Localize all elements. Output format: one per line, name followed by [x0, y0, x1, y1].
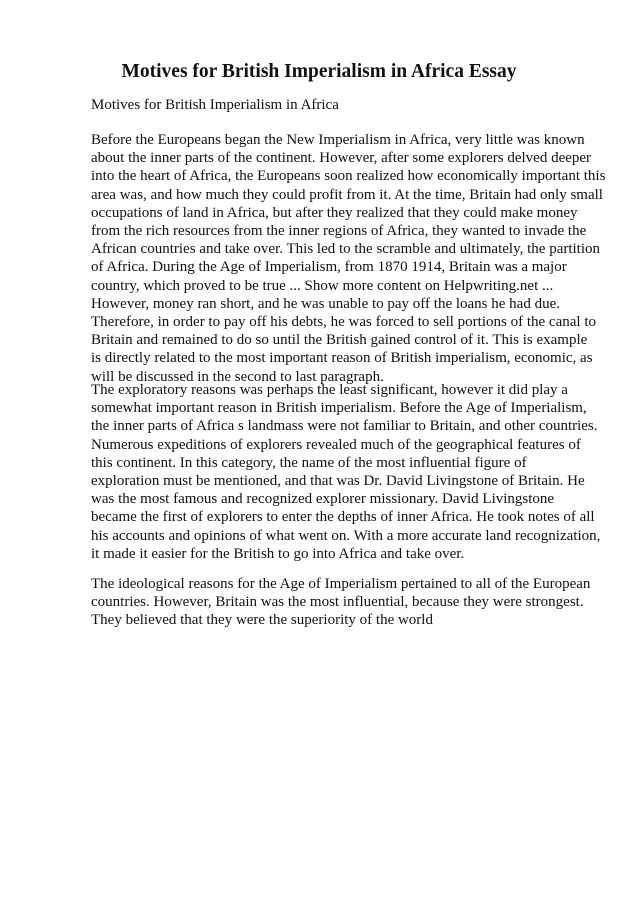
text-line: his accounts and opinions of what went on. With a more accurate land recognization, [91, 527, 601, 544]
text-line: is directly related to the most important reason of British imperialism, economic, as [91, 350, 593, 367]
text-line: from the rich resources from the inner regions of Africa, they wanted to invade the [91, 223, 587, 240]
text-line: exploration must be mentioned, and that was Dr. David Livingstone of Britain. He [91, 473, 585, 490]
text-line: Before the Europeans began the New Imperialism in Africa, very little was known [91, 132, 585, 148]
text-line: countries. However, Britain was the most influential, because they were strongest. [91, 594, 584, 611]
text-line: somewhat important reason in British imperialism. Before the Age of Imperialism, [91, 400, 587, 417]
text-line: the inner parts of Africa s landmass were not familiar to Britain, and other countries. [91, 418, 598, 435]
text-line: will be discussed in the second to last paragraph. [91, 368, 384, 385]
text-line: Therefore, in order to pay off his debts, he was forced to sell portions of the canal to [91, 314, 596, 331]
paragraph-exploratory [91, 381, 611, 563]
text-line: Britain and remained to do so until the British gained control of it. This is example [91, 332, 588, 349]
text-line: The exploratory reasons was perhaps the least significant, however it did play a [91, 382, 568, 398]
text-line: African countries and take over. This led to the scramble and ultimately, the partition [91, 241, 601, 258]
paragraph-ideological [91, 575, 611, 630]
text-line: They believed that they were the superiority of the world [91, 612, 433, 629]
paragraph-economic [91, 131, 611, 386]
text-line: of Africa. During the Age of Imperialism, from 1870 1914, Britain was a major [91, 259, 567, 276]
text-line: However, money ran short, and he was unable to pay off the loans he had due. [91, 295, 560, 312]
text-line: into the heart of Africa, the Europeans soon realized how economically important this [91, 168, 606, 185]
text-line: occupations of land in Africa, but after they realized that they could make money [91, 204, 578, 221]
text-line: became the first of explorers to enter the depths of inner Africa. He took notes of all [91, 509, 595, 526]
text-line: about the inner parts of the continent. However, after some explorers delved deeper [91, 150, 592, 167]
text-line: this continent. In this category, the name of the most influential figure of [91, 454, 527, 471]
text-line: The ideological reasons for the Age of Imperialism pertained to all of the European [91, 576, 591, 592]
text-line: country, which proved to be true ... Show more content on Helpwriting.net ... [91, 277, 554, 294]
document-subtitle: Motives for British Imperialism in Africa [91, 97, 339, 113]
text-line: it made it easier for the British to go into Africa and take over. [91, 545, 465, 562]
text-line: was the most famous and recognized explorer missionary. David Livingstone [91, 491, 555, 508]
document-title: Motives for British Imperialism in Africa Essay [121, 61, 517, 82]
text-line: Numerous expeditions of explorers revealed much of the geographical features of [91, 436, 581, 453]
text-line: area was, and how much they could profit from it. At the time, Britain had only small [91, 186, 603, 203]
